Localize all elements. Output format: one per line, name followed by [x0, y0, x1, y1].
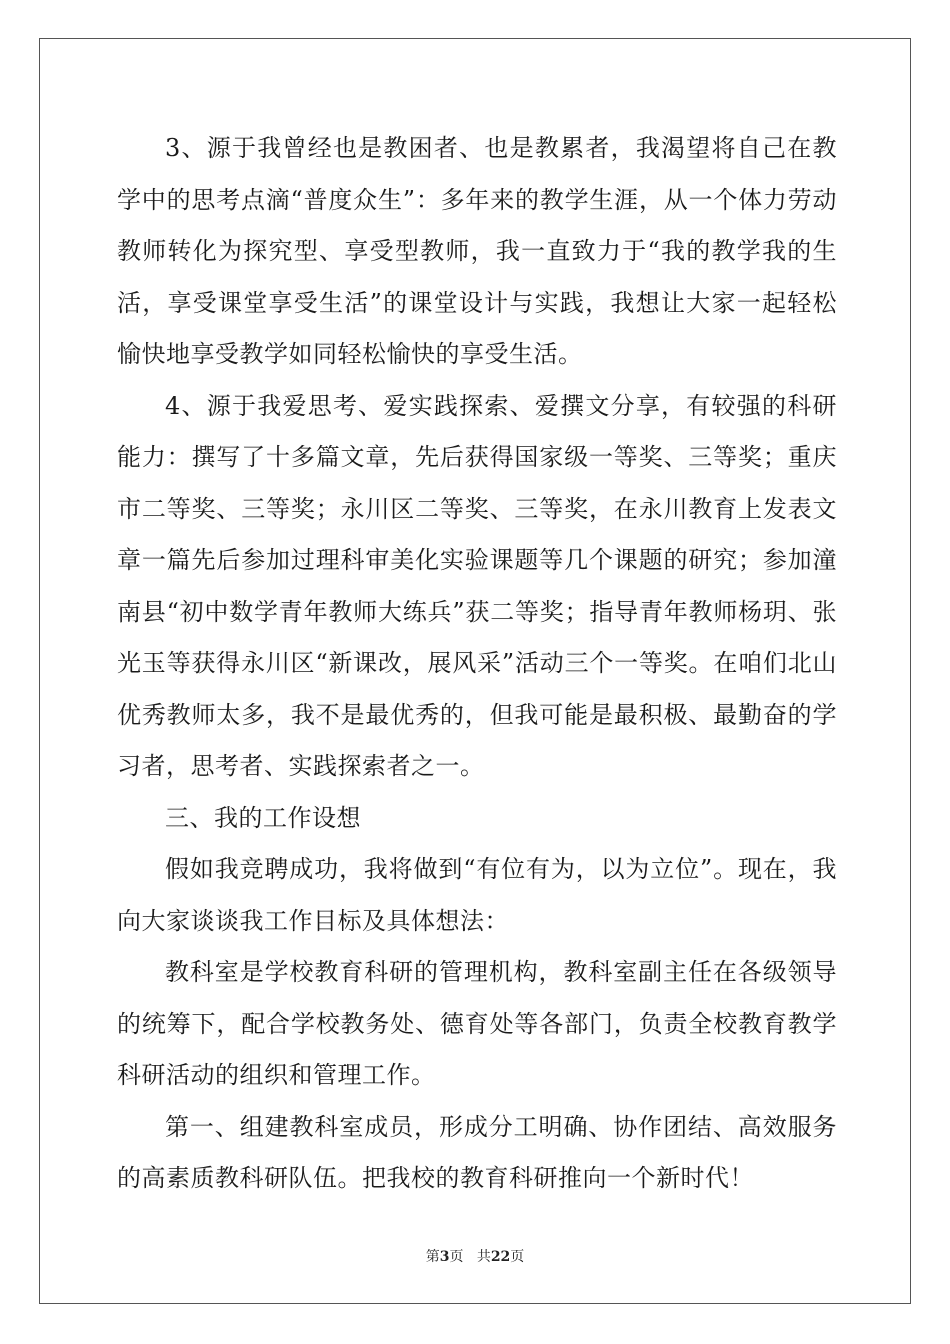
footer-page-number: 3	[439, 1249, 450, 1265]
paragraph-3: 3、源于我曾经也是教困者、也是教累者，我渴望将自己在教学中的思考点滴“普度众生”：多年来的教学生涯，从一个体力劳动教师转化为探究型、享受型教师，我一直致力于“我的教学我的生活，享受课堂享受生活”的课堂设计与实践，我想让大家一起轻松愉快地享受教学如同轻松愉快的享受生活。	[117, 134, 837, 368]
footer-total-prefix: 共	[476, 1249, 491, 1265]
footer-prefix: 第	[425, 1249, 440, 1265]
section-heading-work-plan: 三、我的工作设想	[165, 803, 361, 832]
document-body	[117, 123, 837, 1205]
paragraph-4: 4、源于我爱思考、爱实践探索、爱撰文分享，有较强的科研能力：撰写了十多篇文章，先后获得国家级一等奖、三等奖；重庆市二等奖、三等奖；永川区二等奖、三等奖，在永川教育上发表文章一篇先后参加过理科审美化实验课题等几个课题的研究；参加潼南县“初中数学青年教师大练兵”获二等奖；指导青年教师杨玥、张光玉等获得永川区“新课改，展风采”活动三个一等奖。在咱们北山优秀教师太多，我不是最优秀的，但我可能是最积极、最勤奋的学习者，思考者、实践探索者之一。	[117, 391, 837, 780]
paragraph-first-point: 第一、组建教科室成员，形成分工明确、协作团结、高效服务的高素质教科研队伍。把我校的教育科研推向一个新时代！	[117, 1112, 837, 1192]
footer-page-unit: 页	[449, 1249, 464, 1265]
page-footer	[0, 1246, 950, 1266]
paragraph-if-successful: 假如我竞聘成功，我将做到“有位有为，以为立位”。现在，我向大家谈谈我工作目标及具体想法：	[117, 855, 837, 935]
paragraph-office-description: 教科室是学校教育科研的管理机构，教科室副主任在各级领导的统筹下，配合学校教务处、德育处等各部门，负责全校教育教学科研活动的组织和管理工作。	[117, 958, 837, 1089]
footer-total-unit: 页	[510, 1249, 525, 1265]
footer-total-pages: 22	[490, 1249, 511, 1265]
